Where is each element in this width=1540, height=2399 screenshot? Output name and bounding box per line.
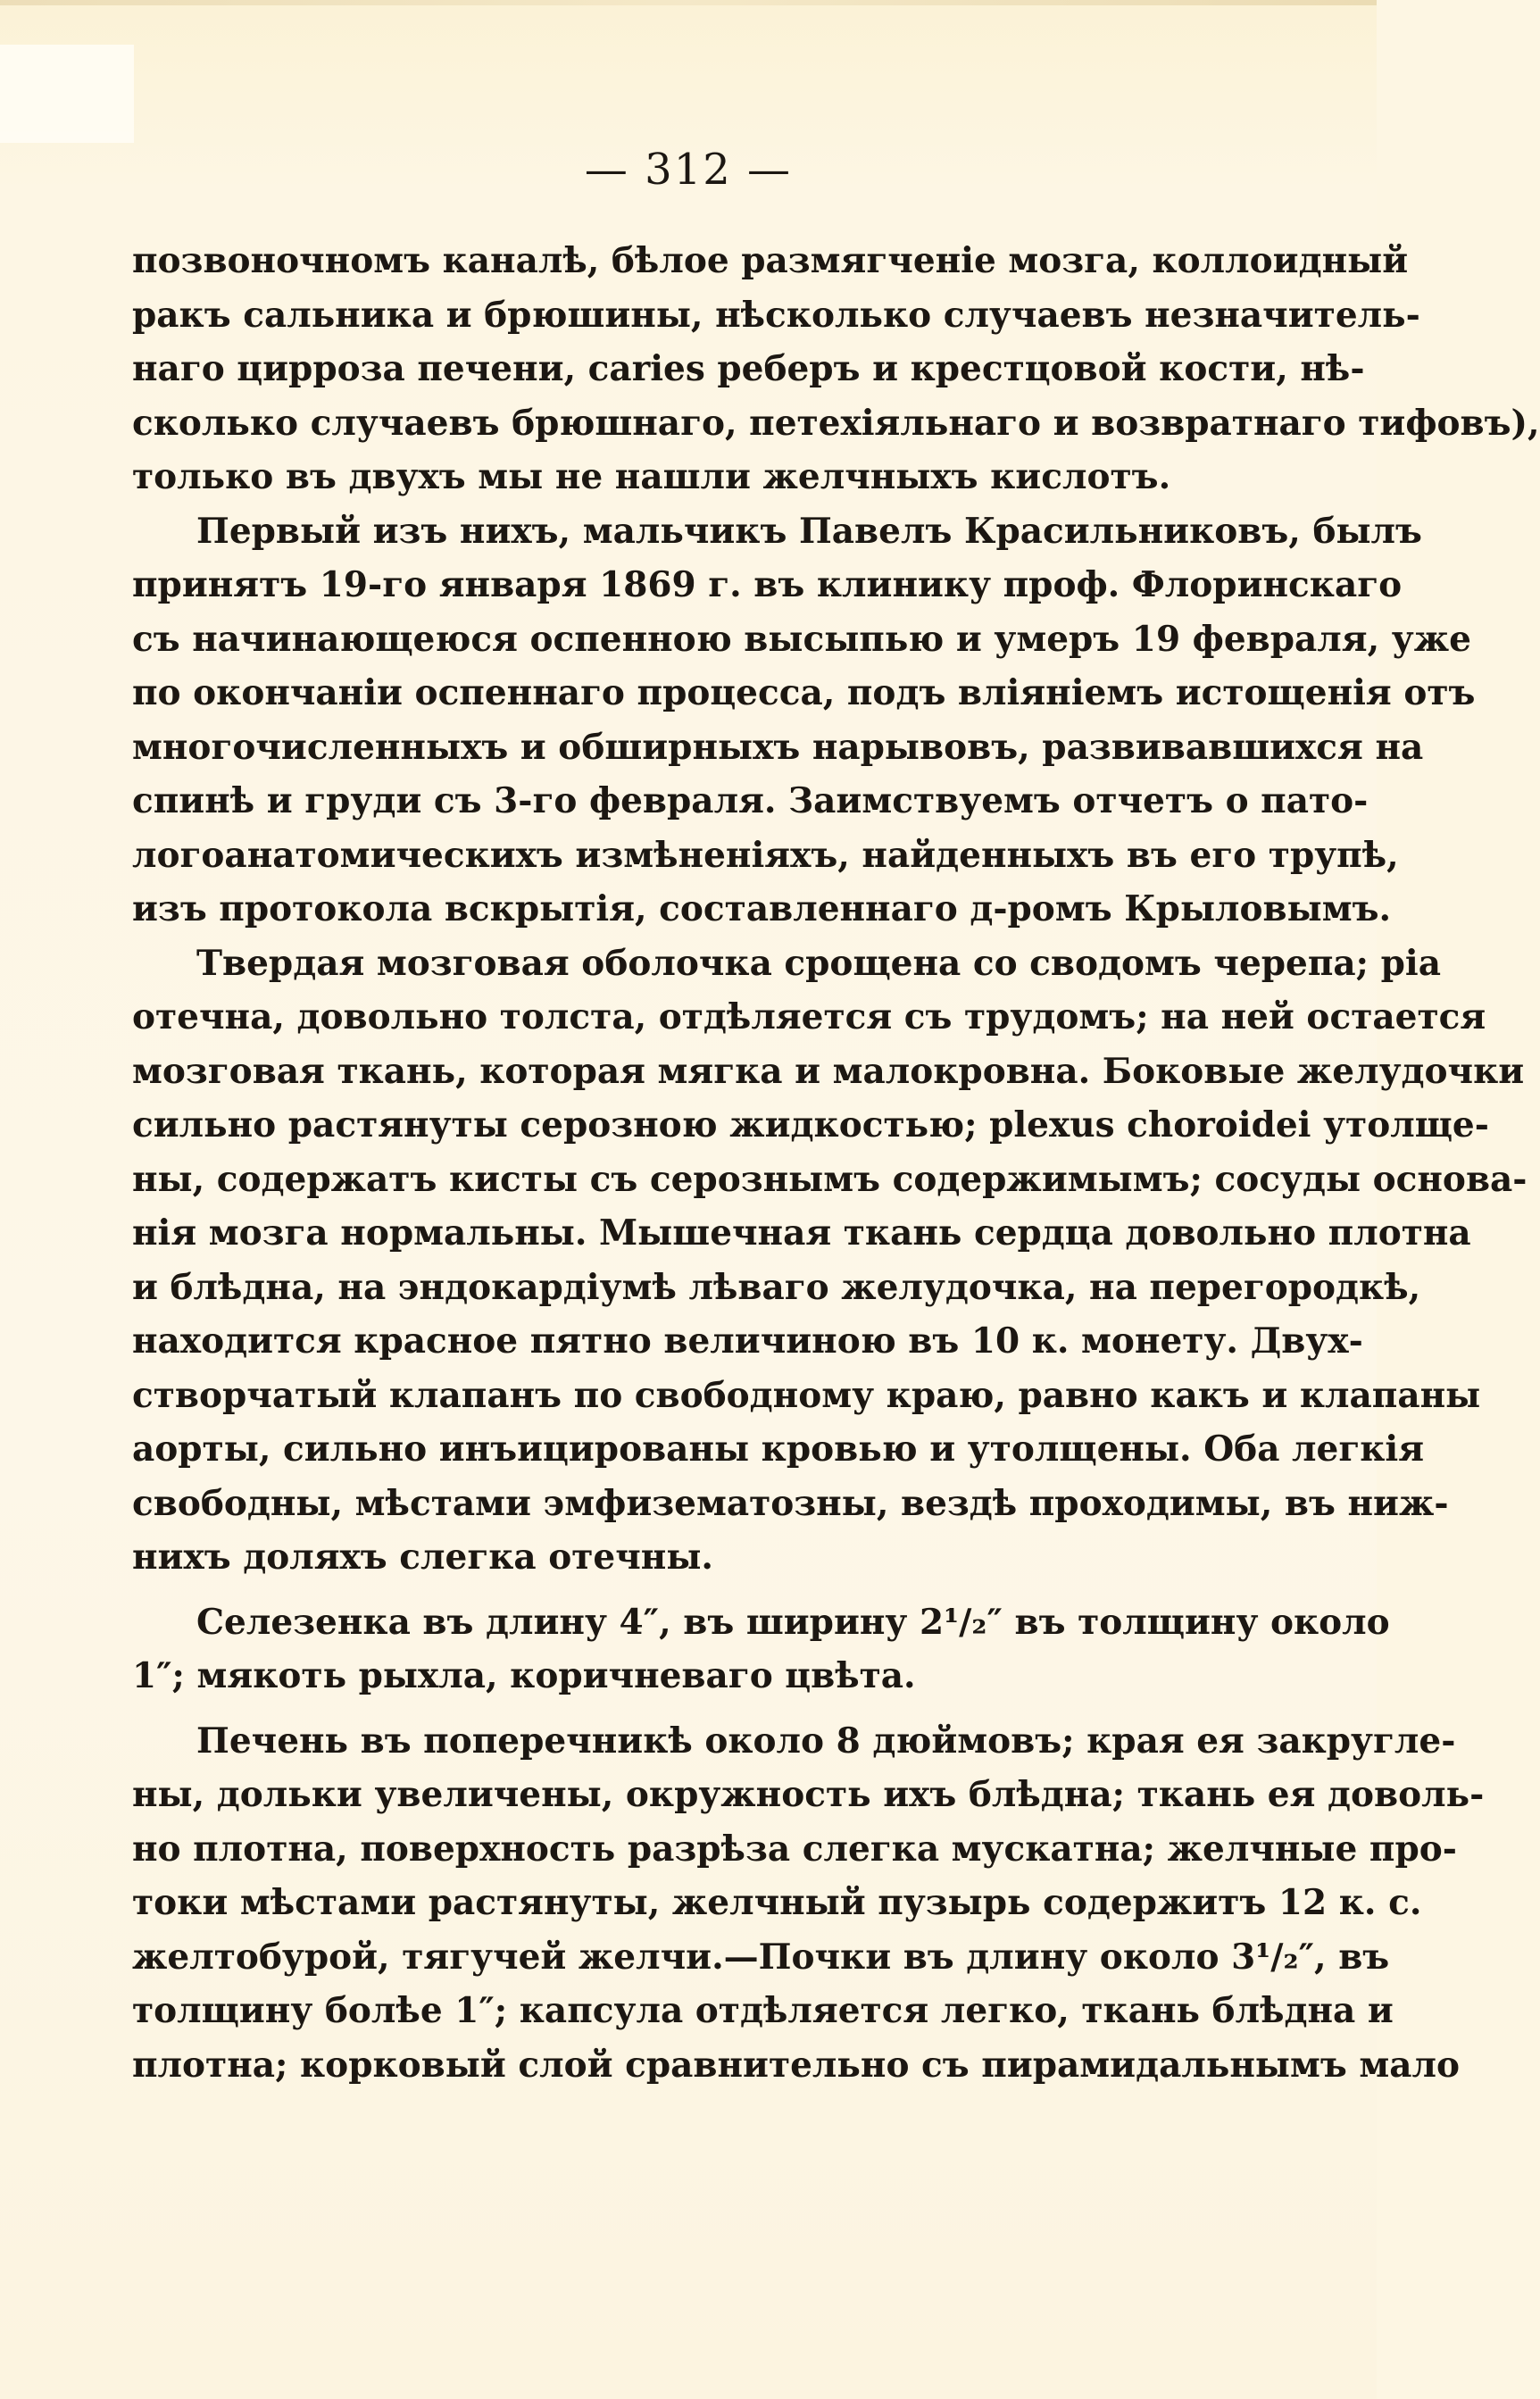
text-line: спинѣ и груди съ 3-го февраля. Заимствуемъ отчетъ о пато- <box>132 780 1369 821</box>
page-top-edge <box>0 0 1377 5</box>
text-line: 1″; мякоть рыхла, коричневаго цвѣта. <box>132 1655 916 1696</box>
text-line: Селезенка въ длину 4″, въ ширину 2¹/₂″ въ толщину около <box>196 1601 1390 1643</box>
text-line: Твердая мозговая оболочка срощена со сводомъ черепа; pia <box>196 942 1442 984</box>
text-line: съ начинающеюся оспенною высыпью и умеръ 19 февраля, уже <box>132 618 1471 660</box>
text-line: сколько случаевъ брюшнаго, петехіяльнаго и возвратнаго тифовъ), <box>132 402 1540 444</box>
text-line: плотна; корковый слой сравнительно съ пирамидальнымъ мало <box>132 2044 1460 2086</box>
body-text <box>132 234 1540 2092</box>
text-line: свободны, мѣстами эмфизематозны, вездѣ проходимы, въ ниж- <box>132 1482 1449 1524</box>
text-line: токи мѣстами растянуты, желчный пузырь содержитъ 12 к. с. <box>132 1882 1422 1923</box>
page-number: — 312 — <box>584 145 793 195</box>
text-line: наго цирроза печени, caries реберъ и крестцовой кости, нѣ- <box>132 348 1365 389</box>
text-line: ны, дольки увеличены, окружность ихъ блѣдна; ткань ея доволь- <box>132 1774 1485 1815</box>
text-line: принятъ 19-го января 1869 г. въ клинику проф. Флоринскаго <box>132 564 1403 605</box>
text-line: ны, содержатъ кисты съ сeрознымъ содержимымъ; сосуды основа- <box>132 1158 1528 1200</box>
text-line: но плотна, поверхность разрѣза слегка мускатна; желчные про- <box>132 1828 1457 1870</box>
text-line: Печень въ поперечникѣ около 8 дюймовъ; края ея закругле- <box>196 1720 1456 1762</box>
text-line: сильно растянуты серозною жидкостью; plexus choroidei утолще- <box>132 1104 1489 1145</box>
paragraph-gap <box>132 1703 1284 1714</box>
text-line: изъ протокола вскрытія, составленнаго д-ромъ Крыловымъ. <box>132 888 1392 929</box>
text-line: и блѣдна, на эндокардіумѣ лѣваго желудочка, на перегородкѣ, <box>132 1266 1421 1308</box>
text-line: многочисленныхъ и обширныхъ нарывовъ, развивавшихся на <box>132 726 1424 768</box>
text-line: нія мозга нормальны. Мышечная ткань сердца довольно плотна <box>132 1212 1471 1254</box>
text-line: только въ двухъ мы не нашли желчныхъ кислотъ. <box>132 456 1171 497</box>
paragraph-gap <box>132 1585 1284 1595</box>
text-line: створчатый клапанъ по свободному краю, равно какъ и клапаны <box>132 1374 1481 1416</box>
text-line: находится красное пятно величиною въ 10 к. монету. Двух- <box>132 1320 1363 1362</box>
text-line: позвоночномъ каналѣ, бѣлое размягченіе мозга, коллоидный <box>132 240 1409 281</box>
text-line: Первый изъ нихъ, мальчикъ Павелъ Красильниковъ, былъ <box>196 510 1422 552</box>
text-line: отечна, довольно толста, отдѣляется съ трудомъ; на ней остается <box>132 996 1486 1037</box>
paper-blank-area <box>0 45 134 143</box>
text-line: мозговая ткань, которая мягка и малокровна. Боковые желудочки <box>132 1050 1525 1092</box>
text-line: желтобурой, тягучей желчи.—Почки въ длину около 3¹/₂″, въ <box>132 1936 1390 1978</box>
text-line: аорты, сильно инъицированы кровью и утолщены. Оба легкія <box>132 1429 1425 1470</box>
text-line: ракъ сальника и брюшины, нѣсколько случаевъ незначитель- <box>132 294 1420 336</box>
text-line: толщину болѣе 1″; капсула отдѣляется легко, ткань блѣдна и <box>132 1990 1394 2031</box>
text-line: нихъ доляхъ слегка отечны. <box>132 1537 714 1578</box>
text-line: по окончаніи оспеннаго процесса, подъ вліяніемъ истощенія отъ <box>132 672 1476 713</box>
text-line: логоанатомическихъ измѣненіяхъ, найденныхъ въ его трупѣ, <box>132 834 1399 876</box>
